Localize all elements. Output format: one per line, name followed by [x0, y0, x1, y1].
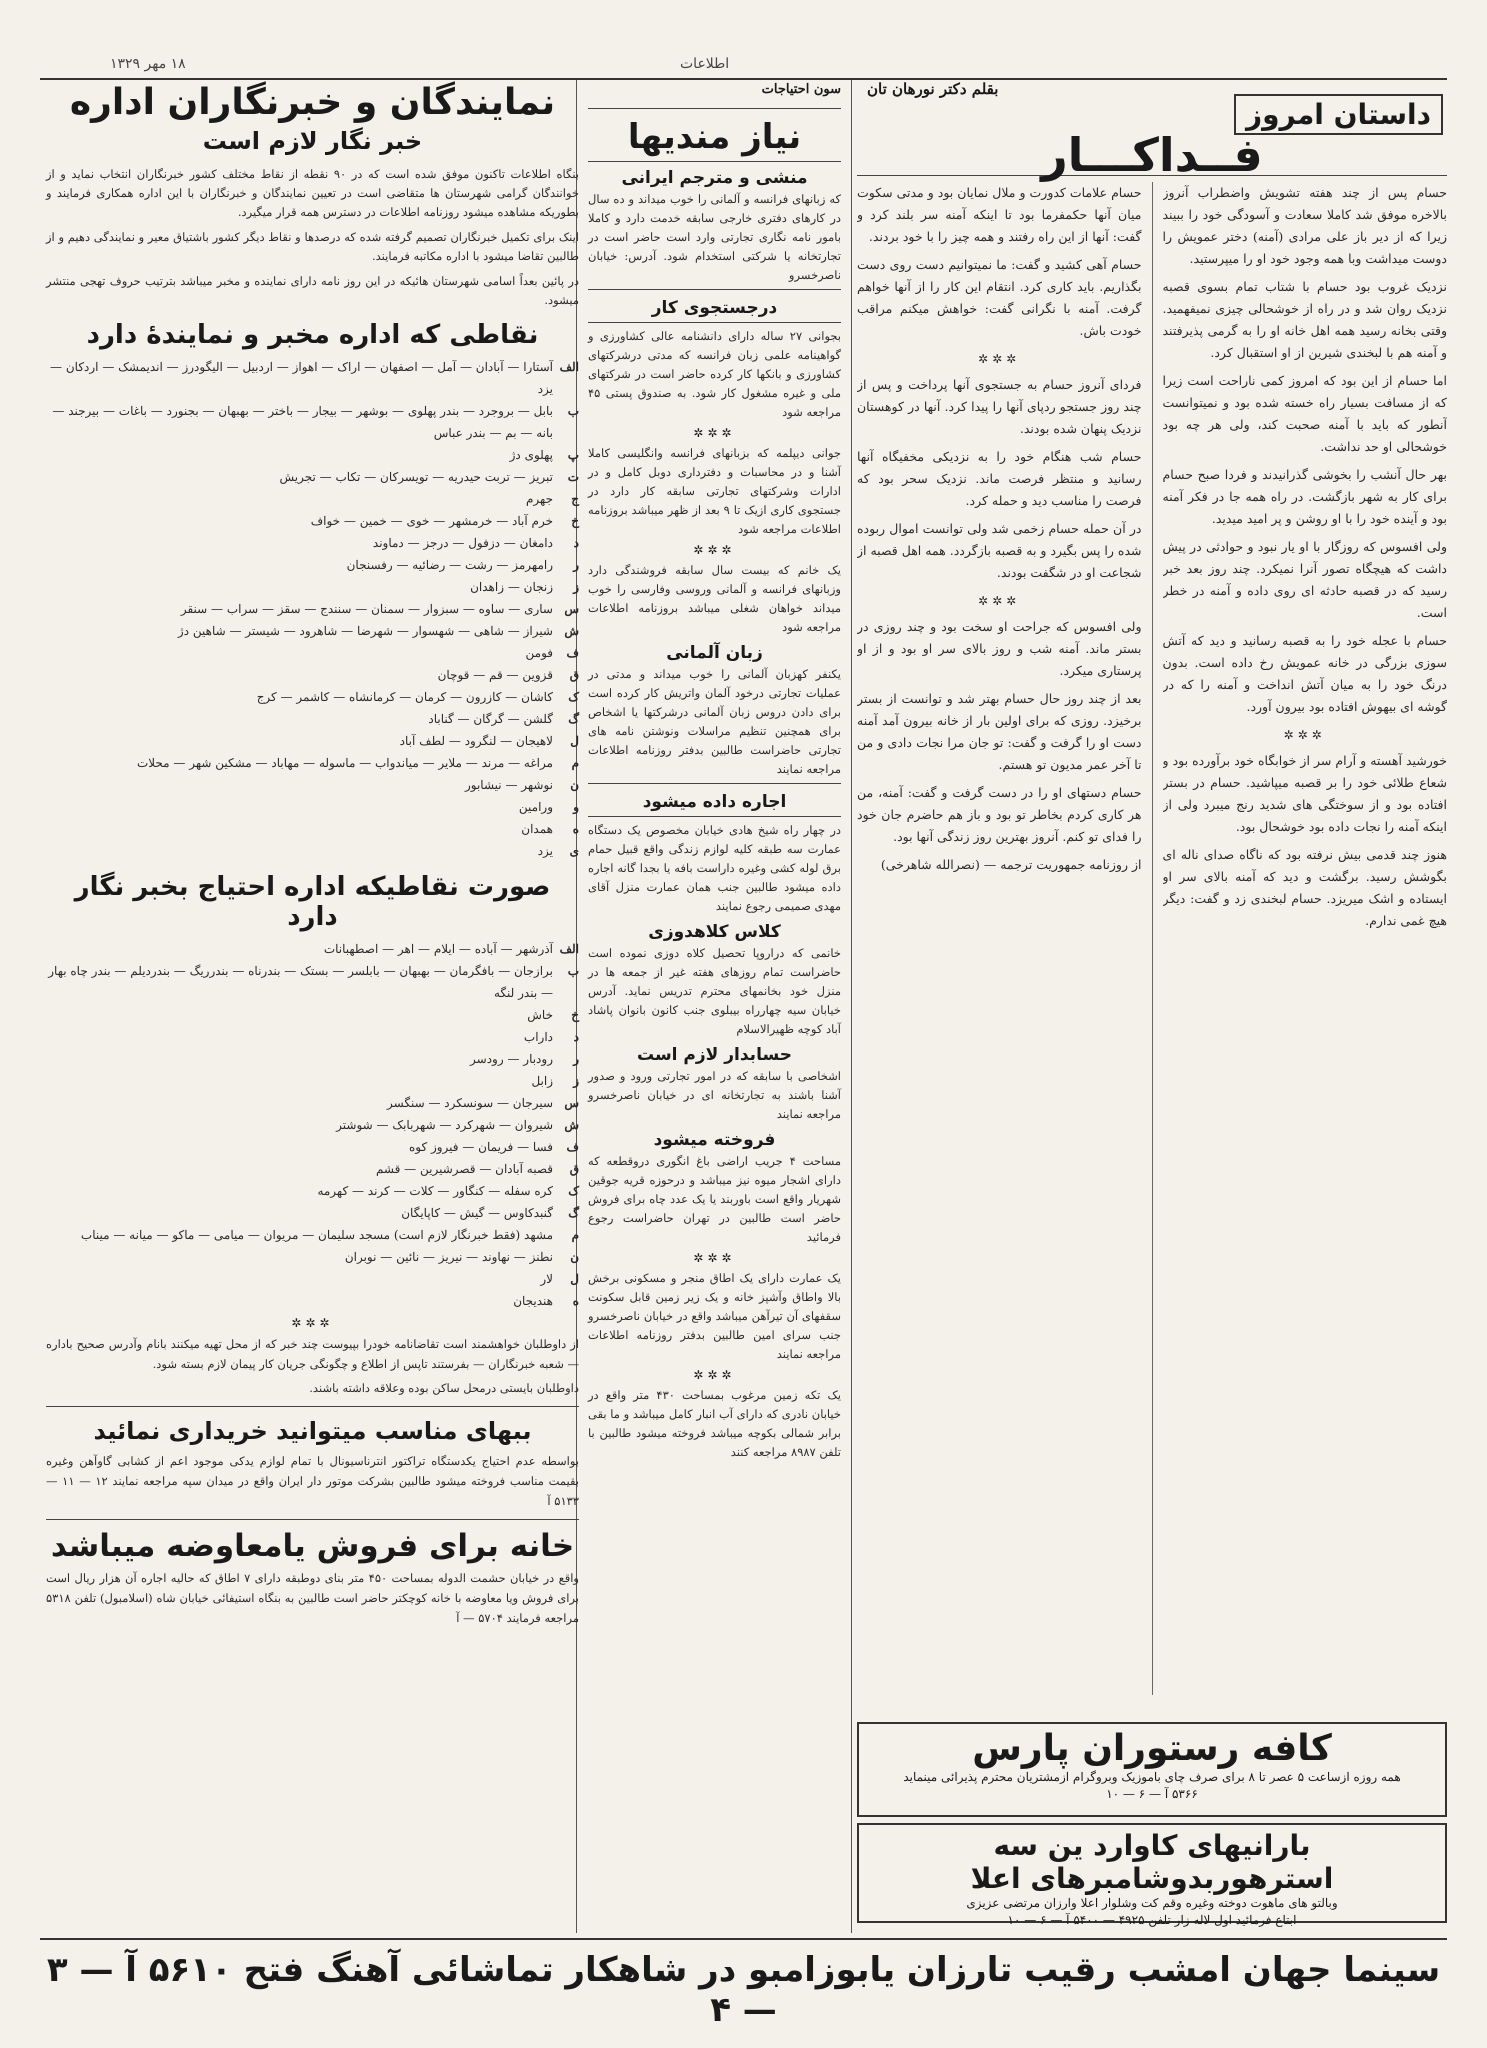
column-rule [851, 80, 852, 1933]
list-letter: ز [573, 580, 579, 594]
ad-heading: کلاس کلاهدوزی [648, 922, 781, 942]
list-letter: د [573, 1030, 579, 1044]
list-cities: کره سفله — کنگاور — کلات — کرند — کهرمه [317, 1184, 553, 1198]
city-list-row [46, 620, 579, 642]
story-block [857, 80, 1447, 1695]
separator-stars-icon: ✲✲✲ [978, 594, 1021, 608]
story-series: داستان امروز [1234, 94, 1443, 135]
separator-stars-icon: ✲✲✲ [693, 426, 736, 440]
list-cities: پهلوی دژ [509, 448, 553, 462]
list-letter: الف [559, 360, 579, 374]
story-paragraph: حسام علامات کدورت و ملال نمایان بود و مدتی سکوت میان آنها حکمفرما بود تا اینکه آمنه سر بلند کرد و گفت: آنها از این راه رفتند و همه چیز را با خود بردند. [857, 185, 1142, 244]
list-letter: ل [570, 1272, 579, 1286]
story-paragraph: در آن حمله حسام زخمی شد ولی توانست اموال ربوده شده را پس بگیرد و به قصبه بازگردد. همه اهل قصبه از شجاعت او در شگفت بودند. [857, 521, 1142, 580]
intro-paragraph: بنگاه اطلاعات تاکنون موفق شده است که در ۹۰ نقطه از نقاط مختلف کشور خبرنگاران انتخاب نماید و از خوانندگان گرامی شهرستان ها متقاضی است در تعیین نمایندگان و خبرنگاران با این اداره همکاری فرمایند و بطوریکه مشاهده میشود روزنامه اطلاعات در دسترس همه قرار میگیرد. [46, 167, 579, 219]
story-paragraph: ولی افسوس که روزگار با او یار نبود و حوادثی در پیش داشت که هیچگاه تصور آنرا نمیکرد. چند روز بعد خبر رسید که در قصبه حادثه ای روی داده و آمنه در خطر است. [1162, 539, 1447, 620]
story-paragraph: بعد از چند روز حال حسام بهتر شد و توانست از بستر برخیزد. روزی که برای اولین بار از خانه بیرون آمد آمنه دست او را گرفت و گفت: تو جان مرا نجات دادی و من تا آخر عمر مدیون تو هستم. [857, 691, 1142, 772]
story-paragraph: حسام با عجله خود را به قصبه رسانید و دید که آتش سوزی بزرگی در خانه عمویش رخ داده است. بدون درنگ خود را به میان آتش انداخت و آمنه را که در گوشه ای بیهوش افتاده بود بیرون آورد. [1162, 633, 1447, 714]
city-list-row [46, 488, 579, 510]
section-heading-needed: صورت نقاطیکه اداره احتیاج بخبر نگار دارد [74, 872, 551, 932]
story-paragraph: فردای آنروز حسام به جستجوی آنها پرداخت و پس از چند روز جستجو ردپای آنها را پیدا کرد. آنها در کوهستان نزدیک پنهان شده بودند. [857, 377, 1142, 436]
list-cities: شیروان — شهرکرد — شهربابک — شوشتر [336, 1118, 553, 1132]
separator-stars-icon: ✲✲✲ [1283, 728, 1326, 742]
intro-paragraph: در پائین بعداً اسامی شهرستان هائیکه در این روز نامه دارای نماینده و مخبر میباشد بترتیب حروف تهجی منتشر میشود. [46, 274, 579, 307]
house-title: خانه برای فروش یامعاوضه میباشد [46, 1519, 579, 1564]
section-heading-existing: نقاطی که اداره مخبر و نمایندۀ دارد [86, 320, 539, 350]
city-list-row [46, 554, 579, 576]
list-letter: گ [568, 712, 579, 726]
city-list-existing [46, 356, 579, 862]
list-letter: ر [573, 558, 579, 572]
list-letter: الف [559, 942, 579, 956]
list-cities: گنبدکاوس — گیش — کاپایگان [401, 1206, 553, 1220]
story-paragraph: خورشید آهسته و آرام سر از خوابگاه خود برآورده بود و شعاع طلائی خود را بر قصبه میپاشید. حسام در بستر افتاده بود و از سوختگی های شدید رنج میبرد ولی از اینکه آمنه را نجات داده بود خوشحال بود. [1162, 753, 1447, 834]
ad-heading: فروخته میشود [653, 1130, 776, 1150]
list-letter: ش [564, 624, 579, 638]
city-list-row [46, 1158, 579, 1180]
story-paragraph: ولی افسوس که جراحت او سخت بود و چند روزی در بستر ماند. آمنه شب و روز بالای سر او بود و از او پرستاری میکرد. [857, 619, 1142, 678]
city-list-row [46, 576, 579, 598]
city-list-row [46, 796, 579, 818]
list-letter: خ [571, 514, 579, 528]
city-list-row [46, 1070, 579, 1092]
tractor-title: ببهای مناسب میتوانید خریداری نمائید [93, 1417, 532, 1445]
story-title: فــداکـــار [1041, 128, 1263, 182]
list-letter: ه [572, 1294, 579, 1308]
city-list-row [46, 642, 579, 664]
masthead-strip [40, 48, 1447, 80]
ad-text: بجوانی ۲۷ ساله دارای دانشنامه عالی کشاورزی و گواهینامه علمی زبان فرانسه که مدتی درشرکتهای کشاورزی و بانکها کار کرده حاضر است در شرکتهای ملی و غیره مشغول کار شود. به صندوق پستی ۴۵ مراجعه شود [588, 329, 842, 419]
city-list-row [46, 1026, 579, 1048]
city-list-row [46, 356, 579, 400]
city-list-needed [46, 938, 579, 1312]
classifieds-column [582, 80, 847, 1923]
city-list-row [46, 1114, 579, 1136]
city-list-row [46, 1004, 579, 1026]
city-list-row [46, 708, 579, 730]
list-letter: ق [569, 668, 579, 682]
ad-text: یک عمارت دارای یک اطاق منجر و مسکونی برخش بالا واطاق وآشپز خانه و یک زیر زمین قابل سکونت سقفهای آن تیرآهن میباشد واقع در خیابان ناصرخسرو جنب سرای امین طالبین بدفتر روزنامه اطلاعات مراجعه نمایند [588, 1271, 841, 1361]
story-paragraph: حسام دستهای او را در دست گرفت و گفت: آمنه، من هر کاری کردم بخاطر تو بود و باز هم حاضرم جان خود را فدای تو کنم. آنروز بهترین روز زندگی آنها بود. [857, 785, 1142, 844]
ad-text: یک تکه زمین مرغوب بمساحت ۴۳۰ متر واقع در خیابان نادری که دارای آب انبار کامل میباشد و ما بقی برابر شمالی بکوچه میباشد فروخته میشود طالبین با تلفن ۸۹۸۷ مراجعه کنند [588, 1388, 841, 1459]
city-list-row [46, 840, 579, 862]
ad-text: که زبانهای فرانسه و آلمانی را خوب میداند و ده سال در کارهای دفتری خارجی سابقه خدمت دارد و کاملا بامور نامه نگاری تجارتی وارد است حاضر است در تجارتخانه یا شرکتی استخدام شود. آدرس: خیابان ناصرخسرو [588, 192, 841, 282]
list-letter: ق [569, 1162, 579, 1176]
story-byline: بقلم دکتر نورهان تان [867, 80, 999, 98]
correspondents-subhead: خبر نگار لازم است [202, 127, 423, 155]
list-cities: هندیجان [513, 1294, 553, 1308]
list-letter: و [573, 800, 579, 814]
ad-text: خانمی که دراروپا تحصیل کلاه دوزی نموده است حاضراست تمام روزهای هفته غیر از جمعه ها در منزل خود بخانمهای محترم تدریس نماید. آدرس خیابان سیه چهارراه بیبلوی جنب کانون بانوان پاشاد آباد کوچه ظهیرالاسلام [588, 946, 841, 1036]
story-body [857, 182, 1447, 1695]
list-letter: م [571, 756, 579, 770]
city-list-row [46, 444, 579, 466]
raincoat-text: وبالتو های ماهوت دوخته وغیره وقم کت وشلوار اعلا وارزان مرتضی عزیزی [966, 1896, 1338, 1910]
city-list-row [46, 1048, 579, 1070]
raincoat-contact: ابتاع فرمائید اول لاله زار تلفن ۴۹۲۵ — ۵۴۰۰ آ — ۶ — ۱۰ [1007, 1913, 1297, 1927]
list-letter: ت [567, 470, 579, 484]
raincoat-title: بارانیهای کاوارد ین سه استرهوربدوشامبرهای اعلا [970, 1829, 1334, 1895]
city-list-row [46, 1290, 579, 1312]
city-list-row [46, 510, 579, 532]
list-letter: ر [573, 1052, 579, 1066]
list-letter: د [573, 536, 579, 550]
ad-heading: اجاره داده میشود [642, 792, 787, 812]
city-list-row [46, 1268, 579, 1290]
story-paragraph: حسام آهی کشید و گفت: ما نمیتوانیم دست روی دست بگذاریم. باید کاری کرد. انتقام این کار را از آنها خواهم گرفت. آمنه با نگرانی گفت: خواهش میکنم مراقب خودت باش. [857, 257, 1142, 338]
list-cities: زنجان — زاهدان [470, 580, 553, 594]
city-list-row [46, 818, 579, 840]
list-cities: لاهیجان — لنگرود — لطف آباد [399, 734, 553, 748]
cafe-advertisement [857, 1722, 1447, 1817]
city-list-row [46, 1180, 579, 1202]
city-list-row [46, 1136, 579, 1158]
tractor-text: بواسطه عدم احتیاج یکدستگاه تراکتور انترناسیونال با تمام لوازم یدکی موجود اعم از کشابی گاوآهن وغیره بقیمت مناسب فروخته میشود طالبین بشرکت موتور دار ایران واقع در میدان سپه مراجعه نمایند ۱۲ — ۱۱ — ۵۱۳۳ آ [46, 1454, 580, 1508]
footnote: داوطلبان بایستی درمحل ساکن بوده وعلاقه داشته باشند. [309, 1381, 579, 1395]
city-list-row [46, 532, 579, 554]
ad-text: در چهار راه شیخ هادی خیابان مخصوص یک دستگاه عمارت سه طبقه کلیه لوازم زندگی واقع قبیل حمام برق لوله کشی وغیره داراست بافه یا بجدا گانه اجاره داده میشود طالبین جنب همان عمارت منزل آقای مهدی صمیمی رجوع نمایند [588, 823, 841, 913]
list-letter: پ [567, 448, 579, 462]
ad-heading: حسابدار لازم است [636, 1045, 793, 1065]
list-cities: آستارا — آبادان — آمل — اصفهان — اراک — اهواز — اردبیل — الیگودرز — اندیمشک — اردکان — یزد [50, 360, 553, 396]
ad-text: اشخاصی با سابقه که در امور تجارتی ورود و صدور آشنا باشند به تجارتخانه ای در خیابان ناصرخسرو مراجعه نمایند [588, 1069, 841, 1121]
correspondents-headline: نمایندگان و خبرنگاران اداره [69, 82, 556, 123]
correspondents-column [40, 80, 585, 1923]
city-list-row [46, 1246, 579, 1268]
story-paragraph: حسام پس از چند هفته تشویش واضطراب آنروز بالاخره موفق شد کاملا سعادت و آسودگی خود را ببیند زیرا که از دیر باز علی مرادی (آمنه) دختر عمویش را دوست میداشت وبا همه وجود خود او را میپرستید. [1162, 185, 1447, 266]
list-letter: ش [564, 1118, 579, 1132]
list-letter: خ [571, 1008, 579, 1022]
list-letter: ن [570, 1250, 579, 1264]
list-cities: همدان [521, 822, 553, 836]
separator-stars-icon: ✲✲✲ [978, 352, 1021, 366]
list-cities: نوشهر — نیشابور [464, 778, 553, 792]
story-paragraph: اما حسام از این بود که امروز کمی ناراحت است زیرا که از مسافت بسیار راه خسته شده بود و نمیتوانست آنطور که باید با آمنه صحبت کند، ولی هر چه بود خوشحالی او حد نداشت. [1162, 373, 1447, 454]
list-letter: ز [573, 1074, 579, 1088]
list-letter: گ [568, 1206, 579, 1220]
city-list-row [46, 664, 579, 686]
list-letter: ک [568, 1184, 579, 1198]
city-list-row [46, 1092, 579, 1114]
ad-heading: منشی و مترجم ایرانی [621, 168, 808, 188]
story-paragraph: هنوز چند قدمی بیش نرفته بود که ناگاه صدای ناله ای بگوشش رسید. برگشت و دید که آمنه بالای سر او ایستاده و اشک میریزد. حسام لبخندی زد و گفت: دیگر هیچ غمی ندارم. [1162, 847, 1447, 928]
list-letter: ن [570, 778, 579, 792]
list-letter: س [564, 1096, 579, 1110]
list-cities: یزد [537, 844, 553, 858]
classifieds-title: نیاز مندیها [588, 117, 841, 162]
city-list-row [46, 1224, 579, 1246]
city-list-row [46, 1202, 579, 1224]
classifieds-strip: سون احتیاجات [588, 80, 841, 109]
cinema-text: سینما جهان امشب رقیب تارزان یابوزامبو در شاهکار تماشائی آهنگ فتح ۵۶۱۰ آ — ۳ — ۴ [46, 1950, 1441, 2030]
city-list-row [46, 774, 579, 796]
ad-text: یک خانم که بیست سال سابقه فروشندگی دارد وزبانهای فرانسه و آلمانی وروسی وفارسی را خوب میداند خواهان شغلی میباشد بروزنامه اطلاعات مراجعه شود [588, 563, 841, 634]
raincoat-advertisement [857, 1823, 1447, 1927]
ad-heading: درجستجوی کار [651, 298, 778, 318]
cafe-text: همه روزه ازساعت ۵ عصر تا ۸ برای صرف چای باموزیک وبروگرام ازمشتریان محترم پذیرائی مینماید [903, 1770, 1401, 1784]
list-cities: برازجان — بافگرمان — بهبهان — بابلسر — بستک — بندرناه — بندرریگ — بندردیلم — بندر چاه بهار — بندر لنگه [48, 964, 553, 1000]
city-list-row [46, 938, 579, 960]
ad-heading: زبان آلمانی [666, 643, 763, 663]
list-cities: قصبه آبادان — قصرشیرین — قشم [375, 1162, 553, 1176]
list-cities: آذرشهر — آباده — ایلام — اهر — اصطهبانات [323, 942, 553, 956]
separator-stars-icon: ✲✲✲ [291, 1316, 334, 1330]
list-cities: خاش [527, 1008, 553, 1022]
story-paragraph: نزدیک غروب بود حسام با شتاب تمام بسوی قصبه نزدیک روان شد و در راه از خوشحالی چیزی نمیفهمید. وقتی بخانه رسید همه اهل خانه او را به گرمی پذیرفتند و آمنه هم با لبخندی شیرین از او استقبال کرد. [1162, 279, 1447, 360]
list-cities: ساری — ساوه — سبزوار — سمنان — سنندج — سقز — سراب — سنقر [180, 602, 553, 616]
list-letter: ل [570, 734, 579, 748]
list-cities: ورامین [518, 800, 553, 814]
city-list-row [46, 400, 579, 444]
city-list-row [46, 466, 579, 488]
separator-stars-icon: ✲✲✲ [693, 1368, 736, 1382]
ad-text: جوانی دیپلمه که بزبانهای فرانسه وانگلیسی کاملا آشنا و در محاسبات و دفترداری دوبل کامل و در ادارات وشرکتهای تجارتی سابقه کار دارد در جستجوی کاری ازیک تا ۹ بعد از ظهر میباشد بروزنامه اطلاعات مراجعه شود [588, 446, 841, 536]
list-cities: فومن [525, 646, 553, 660]
list-cities: کاشان — کازرون — کرمان — کرمانشاه — کاشمر — کرج [256, 690, 553, 704]
city-list-row [46, 598, 579, 620]
list-cities: بابل — بروجرد — بندر پهلوی — بوشهر — بیجار — باختر — بهبهان — بجنورد — باغات — بیرجند — بانه — بم — بندر عباس [52, 404, 553, 440]
list-cities: جهرم [526, 492, 553, 506]
story-paragraph: بهر حال آنشب را بخوشی گذرانیدند و فردا صبح حسام برای کار به شهر بازگشت. در راه همه جا در فکر آمنه بود و آینده خود را با او روشن و پر امید میدید. [1162, 467, 1447, 526]
list-cities: گلشن — گرگان — گناباد [428, 712, 553, 726]
list-letter: م [571, 1228, 579, 1242]
intro-paragraph: اینک برای تکمیل خبرنگاران تصمیم گرفته شده که درصدها و نقاط دیگر کشور باشتیاق معیر و نمایندگی دهیم و از طالبین تقاضا میشود با اداره مکاتبه فرمایند. [46, 230, 579, 263]
list-cities: لار [540, 1272, 553, 1286]
list-cities: فسا — فریمان — فیروز کوه [408, 1140, 553, 1154]
list-cities: داراب [523, 1030, 553, 1044]
list-cities: نطنز — نهاوند — نیریز — نائین — نوبران [344, 1250, 553, 1264]
list-cities: تبریز — تربت حیدریه — تویسرکان — تکاب — تجریش [279, 470, 553, 484]
list-cities: خرم آباد — خرمشهر — خوی — خمین — خواف [310, 514, 553, 528]
list-letter: ک [568, 690, 579, 704]
house-text: واقع در خیابان حشمت الدوله بمساحت ۴۵۰ متر بنای دوطبقه دارای ۷ اطاق که حالیه اجاره آن هزار ریال است برای فروش ویا معاوضه با خانه کوچکتر حاضر است طالبین به بنگاه استیفائی خیابان شاه (اسلامبول) تلفن ۵۳۱۸ مراجعه فرمایند ۵۷۰۴ — آ [46, 1571, 579, 1625]
city-list-row [46, 960, 579, 1004]
separator-stars-icon: ✲✲✲ [693, 1251, 736, 1265]
story-column-1 [1163, 182, 1448, 1695]
list-letter: ب [567, 404, 579, 418]
list-cities: مراغه — مرند — ملایر — میاندواب — ماسوله — مهاباد — مشکین شهر — محلات [136, 756, 553, 770]
list-cities: مشهد (فقط خبرنگار لازم است) مسجد سلیمان — مریوان — میامی — ماکو — میانه — میناب [80, 1228, 553, 1242]
list-cities: سیرجان — سونسکرد — سنگسر [387, 1096, 553, 1110]
list-cities: رامهرمز — رشت — رضائیه — رفسنجان [346, 558, 553, 572]
list-cities: قزوین — قم — قوچان [437, 668, 553, 682]
cafe-code: ۵۳۶۶ آ — ۶ — ۱۰ [1106, 1787, 1198, 1801]
list-cities: شیراز — شاهی — شهسوار — شهرضا — شاهرود — شیستر — شاهین دژ [177, 624, 553, 638]
story-header [857, 80, 1447, 182]
story-credit: از روزنامه جمهوریت ترجمه — (نصرالله شاهرخی) [880, 857, 1142, 872]
tractor-advertisement [46, 1406, 579, 1511]
list-letter: ف [566, 1140, 579, 1154]
list-letter: ف [566, 646, 579, 660]
list-letter: ب [567, 964, 579, 978]
list-cities: دامغان — دزفول — درجز — دماوند [372, 536, 553, 550]
issue-date: ۱۸ مهر ۱۳۲۹ [110, 56, 186, 72]
list-cities: زابل [531, 1074, 553, 1088]
city-list-row [46, 730, 579, 752]
cinema-banner [40, 1938, 1447, 2030]
cafe-name: کافه رستوران پارس [972, 1728, 1332, 1769]
separator-stars-icon: ✲✲✲ [693, 543, 736, 557]
footnote: از داوطلبان خواهشمند است تقاضانامه خودرا بپیوست چند خبر که از محل تهیه میکنند بانام وآدرس صحیح باداره — شعبه خبرنگاران — بفرستند تاپس از اطلاع و چگونگی جریان کار پیمان لازم بسته شود. [46, 1337, 579, 1371]
city-list-row [46, 686, 579, 708]
paper-name: اطلاعات [680, 56, 730, 72]
ad-text: مساحت ۴ جریب اراضی باغ انگوری دروقطعه که دارای اشجار میوه نیز میباشد و درحوزه قریه جوقین شهریار واقع است باوربند یا یک عدد چاه برای فروش حاضر است طالبین در تهران حاضراست رجوع فرمائید [588, 1154, 841, 1244]
city-list-row [46, 752, 579, 774]
list-letter: ج [571, 492, 579, 506]
list-letter: ه [572, 822, 579, 836]
ad-text: یکنفر کهزبان آلمانی را خوب میداند و مدتی در عملیات تجارتی درخود آلمان واتریش کار کرده است برای دادن دروس زبان آلمانی درشرکتها یا اشخاص برای همچنین تنظیم مراسلات ونوشتن نامه های تجارتی حاضراست طالبین بدفتر روزنامه اطلاعات مراجعه نمایند [588, 667, 841, 776]
list-cities: رودبار — رودسر [470, 1052, 553, 1066]
story-column-2 [857, 182, 1142, 1695]
column-rule [1152, 182, 1153, 1695]
list-letter: ی [569, 844, 579, 858]
list-letter: س [564, 602, 579, 616]
story-paragraph: حسام شب هنگام خود را به نزدیکی مخفیگاه آنها رسانید و منتظر فرصت ماند. نزدیک سحر بود که فرصت را مناسب دید و حمله کرد. [857, 449, 1142, 508]
